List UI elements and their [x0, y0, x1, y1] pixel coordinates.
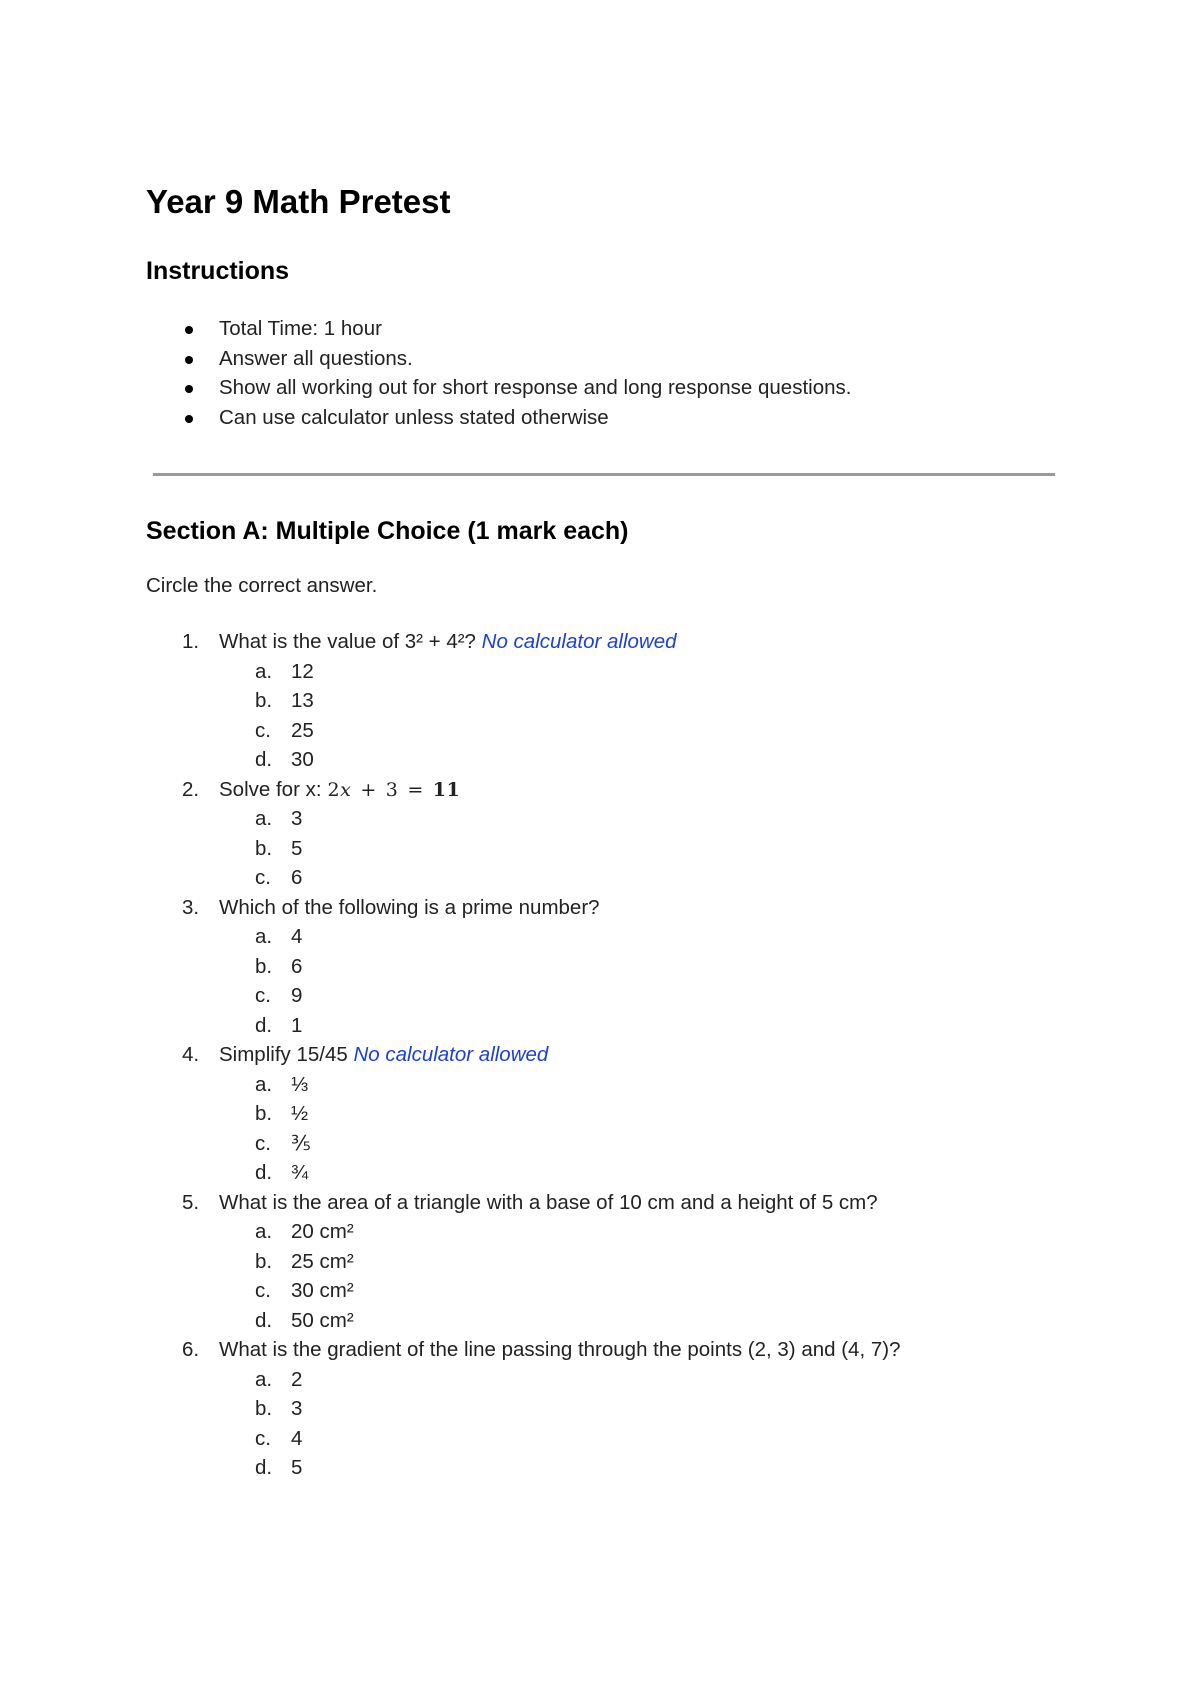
option-letter: c. [255, 1426, 271, 1450]
question-list [0, 627, 1200, 1483]
question-number: 6. [182, 1338, 200, 1361]
option-letter: d. [255, 1013, 273, 1037]
answer-option[interactable] [0, 981, 1200, 1011]
question-text: What is the area of a triangle with a base of 10 cm and a height of 5 cm? [219, 1190, 878, 1214]
answer-option[interactable] [0, 1453, 1200, 1483]
question-3 [0, 893, 1200, 1041]
answer-option[interactable] [0, 1365, 1200, 1395]
question-text: What is the value of 3² + 4²? [219, 630, 476, 653]
question-number: 4. [182, 1043, 200, 1066]
option-text: ⅗ [291, 1131, 311, 1155]
answer-options [0, 1217, 1200, 1335]
option-text: 25 cm² [291, 1249, 354, 1273]
bullet-icon [185, 415, 193, 423]
answer-option[interactable] [0, 745, 1200, 775]
option-text: 2 [291, 1367, 303, 1391]
option-text: ½ [291, 1102, 309, 1125]
option-text: 13 [291, 689, 314, 712]
option-text: 1 [291, 1013, 303, 1037]
instruction-text: Can use calculator unless stated otherwise [219, 405, 609, 429]
question-1 [0, 627, 1200, 775]
option-letter: b. [255, 836, 273, 860]
answer-option[interactable] [0, 1011, 1200, 1041]
answer-option[interactable] [0, 952, 1200, 982]
option-text: 5 [291, 1456, 303, 1479]
question-text: What is the gradient of the line passing through the points (2, 3) and (4, 7)? [219, 1338, 901, 1361]
option-text: 6 [291, 954, 303, 978]
equation-coefficient: 2 [327, 778, 341, 801]
answer-options [0, 922, 1200, 1040]
answer-option[interactable] [0, 686, 1200, 716]
option-text: 5 [291, 836, 303, 860]
question-number: 5. [182, 1190, 200, 1214]
instruction-text: Total Time: 1 hour [219, 317, 382, 340]
option-text: ¾ [291, 1161, 309, 1184]
option-text: 20 cm² [291, 1220, 354, 1243]
option-text: 4 [291, 925, 303, 948]
option-letter: a. [255, 659, 273, 683]
bullet-icon [185, 326, 193, 334]
bullet-icon [185, 356, 193, 364]
equation-result: 11 [432, 778, 461, 801]
horizontal-divider [153, 473, 1055, 476]
answer-option[interactable] [0, 1158, 1200, 1188]
option-letter: c. [255, 1131, 271, 1155]
answer-options [0, 1070, 1200, 1188]
option-letter: d. [255, 1308, 273, 1332]
question-number: 3. [182, 895, 200, 919]
option-text: 3 [291, 807, 303, 830]
option-letter: b. [255, 1102, 273, 1125]
section-intro: Circle the correct answer. [146, 574, 378, 597]
answer-option[interactable] [0, 863, 1200, 893]
section-a-heading: Section A: Multiple Choice (1 mark each) [146, 517, 629, 545]
option-letter: c. [255, 718, 271, 742]
option-letter: b. [255, 1249, 273, 1273]
equation [328, 779, 461, 801]
question-text: Solve for x: [219, 777, 322, 801]
bullet-icon [185, 385, 193, 393]
answer-option[interactable] [0, 716, 1200, 746]
answer-option[interactable] [0, 804, 1200, 834]
question-5 [0, 1188, 1200, 1336]
option-letter: a. [255, 1367, 273, 1391]
instruction-text: Answer all questions. [219, 346, 413, 370]
option-letter: a. [255, 1072, 273, 1096]
option-letter: c. [255, 866, 271, 889]
instructions-heading: Instructions [146, 257, 290, 285]
instruction-text: Show all working out for short response and long response questions. [219, 376, 852, 399]
option-letter: b. [255, 954, 273, 978]
question-4 [0, 1040, 1200, 1188]
option-letter: b. [255, 1397, 273, 1420]
answer-option[interactable] [0, 657, 1200, 687]
answer-option[interactable] [0, 1247, 1200, 1277]
option-text: 12 [291, 659, 314, 683]
page-title: Year 9 Math Pretest [146, 183, 451, 220]
option-letter: c. [255, 984, 271, 1007]
answer-option[interactable] [0, 834, 1200, 864]
answer-option[interactable] [0, 1306, 1200, 1336]
question-number: 2. [182, 777, 200, 801]
answer-option[interactable] [0, 1129, 1200, 1159]
option-text: 9 [291, 984, 303, 1007]
answer-option[interactable] [0, 1217, 1200, 1247]
answer-option[interactable] [0, 1276, 1200, 1306]
option-letter: a. [255, 807, 273, 830]
question-6 [0, 1335, 1200, 1483]
answer-option[interactable] [0, 1099, 1200, 1129]
option-text: 30 cm² [291, 1279, 354, 1302]
option-letter: a. [255, 925, 273, 948]
equation-equals: = [407, 778, 424, 801]
option-letter: b. [255, 689, 273, 712]
option-letter: d. [255, 748, 273, 771]
option-text: 30 [291, 748, 314, 771]
question-2 [0, 775, 1200, 893]
question-text: Simplify 15/45 [219, 1043, 348, 1066]
equation-plus: + [360, 778, 377, 801]
equation-variable: x [340, 778, 352, 801]
option-text: 50 cm² [291, 1308, 354, 1332]
option-letter: d. [255, 1456, 273, 1479]
option-text: 3 [291, 1397, 303, 1420]
question-text: Which of the following is a prime number? [219, 895, 600, 919]
answer-option[interactable] [0, 1394, 1200, 1424]
option-text: 4 [291, 1426, 303, 1450]
answer-options [0, 1365, 1200, 1483]
equation-constant: 3 [385, 778, 399, 801]
calculator-note: No calculator allowed [353, 1043, 549, 1066]
option-text: 25 [291, 718, 314, 742]
option-letter: a. [255, 1220, 273, 1243]
answer-option[interactable] [0, 1070, 1200, 1100]
answer-options [0, 657, 1200, 775]
option-text: 6 [291, 866, 303, 889]
answer-option[interactable] [0, 922, 1200, 952]
answer-option[interactable] [0, 1424, 1200, 1454]
option-text: ⅓ [291, 1072, 309, 1096]
option-letter: c. [255, 1279, 271, 1302]
option-letter: d. [255, 1161, 273, 1184]
calculator-note: No calculator allowed [481, 630, 677, 653]
question-number: 1. [182, 630, 200, 653]
answer-options [0, 804, 1200, 893]
